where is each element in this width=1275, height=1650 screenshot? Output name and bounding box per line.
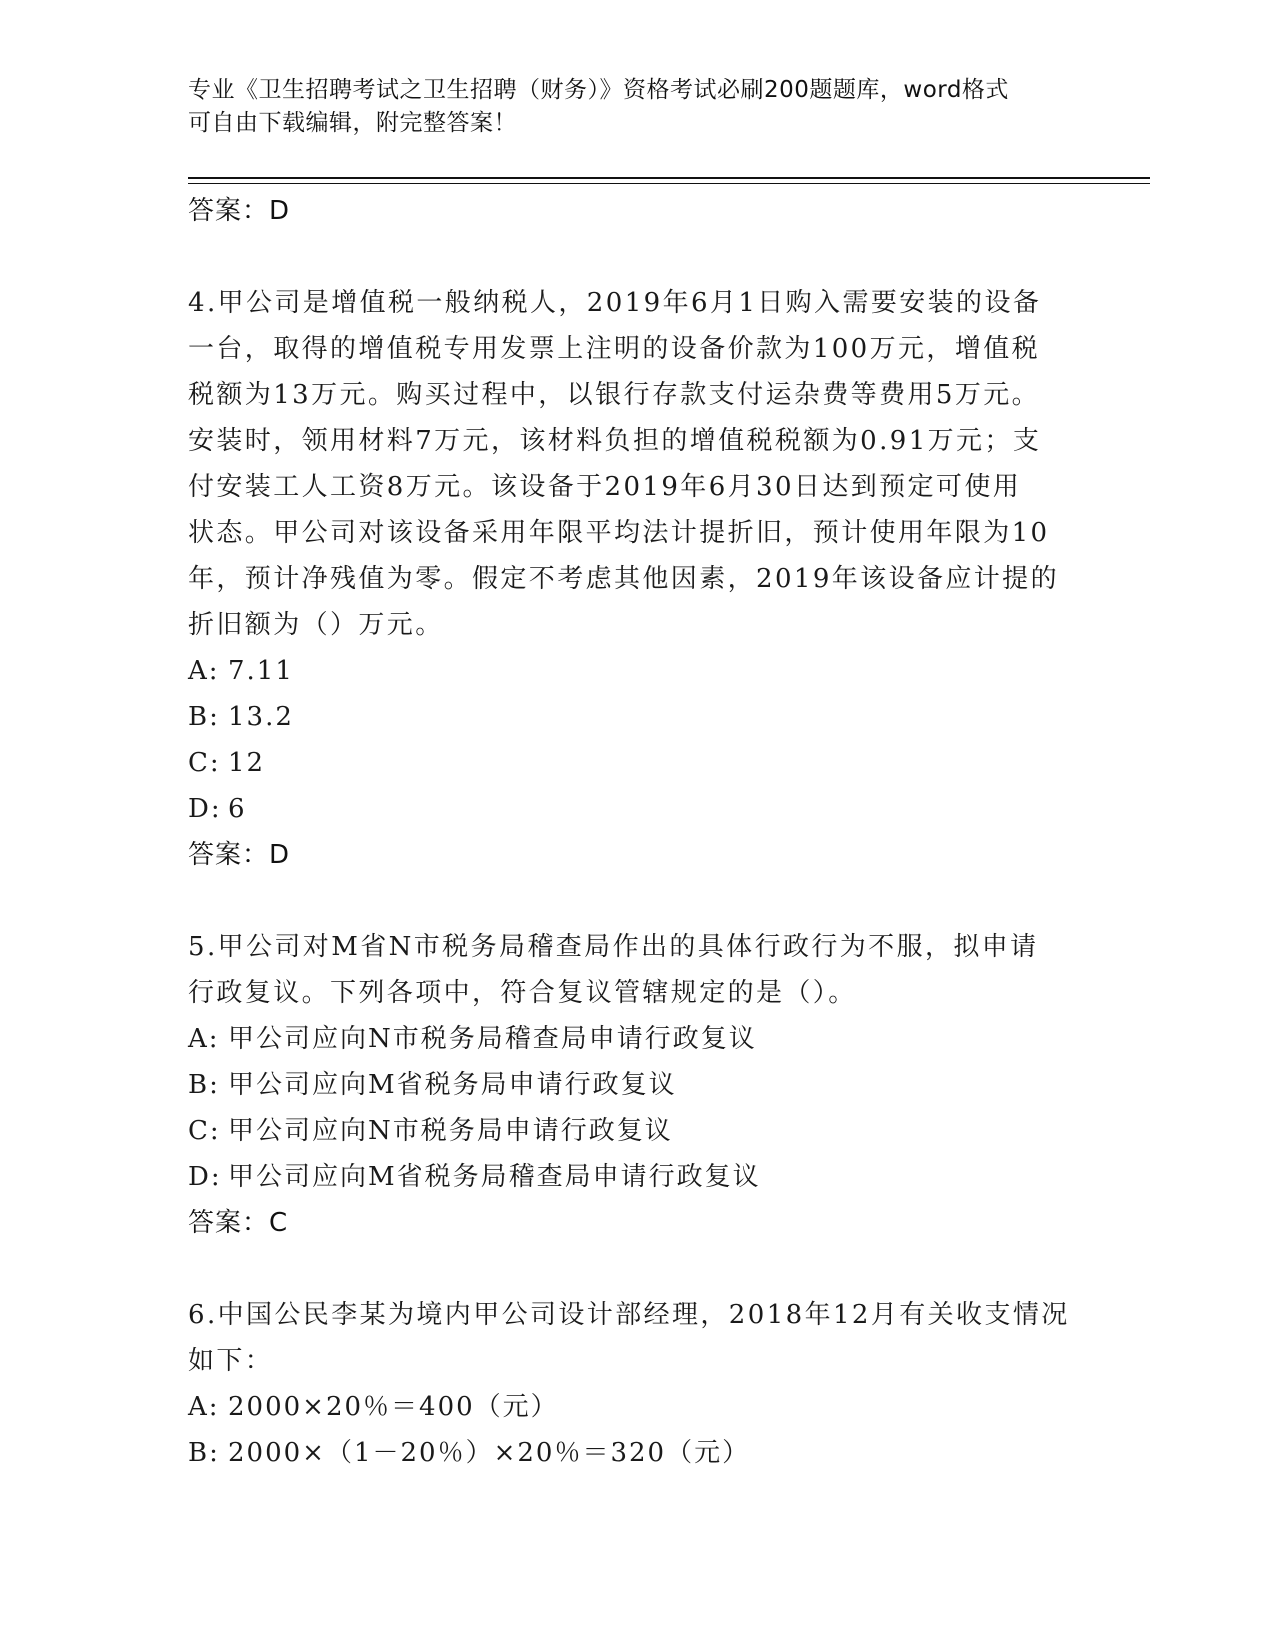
option-b bbox=[188, 1062, 1088, 1108]
option-text: 12 bbox=[228, 748, 266, 778]
option-b bbox=[188, 694, 1088, 740]
block-gap bbox=[188, 878, 1088, 924]
question-line: 折旧额为（）万元。 bbox=[188, 610, 444, 640]
option-label: A: bbox=[188, 656, 220, 686]
option-text: 6 bbox=[228, 794, 247, 824]
option-a bbox=[188, 1016, 1088, 1062]
option-label: C: bbox=[188, 748, 221, 778]
option-d bbox=[188, 1154, 1088, 1200]
question-line: 如下： bbox=[188, 1346, 274, 1376]
option-text: 甲公司应向N市税务局稽查局申请行政复议 bbox=[228, 1024, 757, 1054]
option-c bbox=[188, 1108, 1088, 1154]
block-gap bbox=[188, 1246, 1088, 1292]
question-line: 5.甲公司对M省N市税务局稽查局作出的具体行政行为不服，拟申请 bbox=[188, 932, 1039, 962]
option-label: B: bbox=[188, 702, 220, 732]
header-rule-thin bbox=[188, 183, 1150, 184]
document-content bbox=[188, 188, 1088, 1476]
question-block-4 bbox=[188, 280, 1088, 878]
question-line: 行政复议。下列各项中，符合复议管辖规定的是（）。 bbox=[188, 978, 857, 1008]
question-line: 6.中国公民李某为境内甲公司设计部经理，2018年12月有关收支情况 bbox=[188, 1300, 1070, 1330]
option-text: 7.11 bbox=[228, 656, 294, 686]
option-label: A: bbox=[188, 1392, 220, 1422]
question-text bbox=[188, 924, 1088, 1016]
option-text: 甲公司应向M省税务局申请行政复议 bbox=[228, 1070, 677, 1100]
option-text: 2000×（1－20％）×20％＝320（元） bbox=[228, 1438, 751, 1468]
option-d bbox=[188, 786, 1088, 832]
question-line: 状态。甲公司对该设备采用年限平均法计提折旧，预计使用年限为10 bbox=[188, 518, 1050, 548]
option-label: B: bbox=[188, 1070, 220, 1100]
question-block-6 bbox=[188, 1292, 1088, 1476]
question-text bbox=[188, 1292, 1088, 1384]
question-line: 一台，取得的增值税专用发票上注明的设备价款为100万元，增值税 bbox=[188, 334, 1041, 364]
page-header bbox=[188, 74, 1068, 140]
answer-line: 答案：C bbox=[188, 1208, 289, 1238]
header-line-1: 专业《卫生招聘考试之卫生招聘（财务）》资格考试必刷200题题库，word格式 bbox=[188, 77, 1009, 103]
option-text: 13.2 bbox=[228, 702, 294, 732]
option-text: 甲公司应向M省税务局稽查局申请行政复议 bbox=[228, 1162, 761, 1192]
option-text: 甲公司应向N市税务局申请行政复议 bbox=[228, 1116, 673, 1146]
option-c bbox=[188, 740, 1088, 786]
question-line: 年，预计净残值为零。假定不考虑其他因素，2019年该设备应计提的 bbox=[188, 564, 1059, 594]
option-label: C: bbox=[188, 1116, 221, 1146]
option-a bbox=[188, 1384, 1088, 1430]
question-line: 税额为13万元。购买过程中，以银行存款支付运杂费等费用5万元。 bbox=[188, 380, 1041, 410]
option-label: B: bbox=[188, 1438, 220, 1468]
answer-line: 答案：D bbox=[188, 196, 291, 226]
question-block-5 bbox=[188, 924, 1088, 1246]
question-line: 4.甲公司是增值税一般纳税人，2019年6月1日购入需要安装的设备 bbox=[188, 288, 1042, 318]
option-label: A: bbox=[188, 1024, 220, 1054]
answer-line: 答案：D bbox=[188, 840, 291, 870]
option-label: D: bbox=[188, 794, 222, 824]
option-label: D: bbox=[188, 1162, 222, 1192]
option-b bbox=[188, 1430, 1088, 1476]
block-gap bbox=[188, 234, 1088, 280]
question-line: 安装时，领用材料7万元，该材料负担的增值税税额为0.91万元；支 bbox=[188, 426, 1042, 456]
option-a bbox=[188, 648, 1088, 694]
option-text: 2000×20％＝400（元） bbox=[228, 1392, 559, 1422]
header-rule-thick bbox=[188, 177, 1150, 179]
header-line-2: 可自由下载编辑，附完整答案！ bbox=[188, 110, 517, 136]
question-text bbox=[188, 280, 1088, 648]
question-line: 付安装工人工资8万元。该设备于2019年6月30日达到预定可使用 bbox=[188, 472, 1022, 502]
